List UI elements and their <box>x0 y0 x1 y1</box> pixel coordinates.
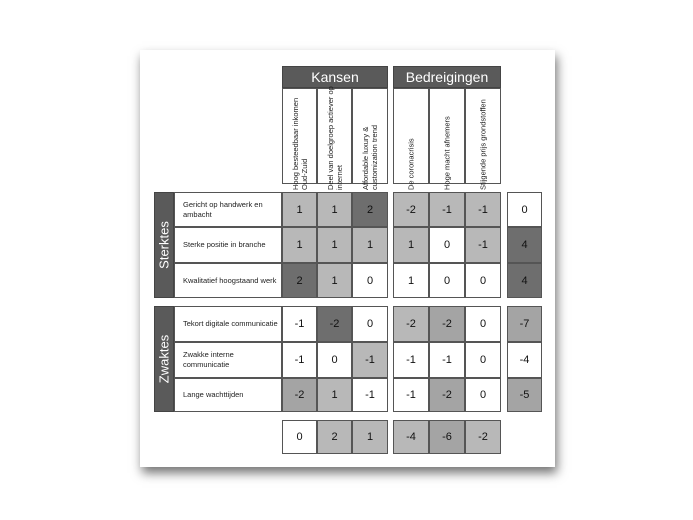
matrix-cell: -2 <box>317 306 352 342</box>
row-label <box>174 227 282 263</box>
zwaktes-tab-label: Zwaktes <box>156 334 172 384</box>
row-total-cell: 0 <box>507 192 542 227</box>
matrix-cell: -2 <box>429 306 465 342</box>
column-header-label: De coronacrisis <box>406 138 416 190</box>
matrix-cell: 1 <box>393 227 429 263</box>
column-header-label: Deel van doelgroep actiever op internet <box>325 86 344 190</box>
matrix-cell: -2 <box>429 378 465 412</box>
matrix-cell: -1 <box>429 192 465 227</box>
matrix-cell: 0 <box>429 227 465 263</box>
matrix-cell: 1 <box>317 192 352 227</box>
matrix-cell: 1 <box>282 227 317 263</box>
column-total-cell: -2 <box>465 420 501 454</box>
column-header-label: Affordable luxury & customization trend <box>361 124 379 190</box>
matrix-cell: -2 <box>282 378 317 412</box>
row-total-cell: 4 <box>507 263 542 298</box>
row-label-text: Kwalitatief hoogstaand werk <box>183 275 277 285</box>
column-total-cell: 2 <box>317 420 352 454</box>
row-total-cell: -5 <box>507 378 542 412</box>
matrix-cell: 2 <box>282 263 317 298</box>
row-total-cell: 4 <box>507 227 542 263</box>
sterktes-tab <box>154 192 174 298</box>
row-label-text: Tekort digitale communicatie <box>183 319 278 328</box>
matrix-cell: 0 <box>465 342 501 378</box>
column-total-cell: -4 <box>393 420 429 454</box>
column-header <box>429 88 465 190</box>
matrix-cell: 0 <box>465 378 501 412</box>
row-label <box>174 263 282 298</box>
matrix-cell: 1 <box>393 263 429 298</box>
column-header-label: Hoog besteedbaar inkomen Oud-Zuid <box>290 97 309 190</box>
column-total-cell: 0 <box>282 420 317 454</box>
sterktes-tab-label: Sterktes <box>156 221 172 269</box>
matrix-cell: -1 <box>465 227 501 263</box>
row-label <box>174 342 282 378</box>
matrix-cell: 0 <box>465 306 501 342</box>
matrix-cell: 1 <box>317 263 352 298</box>
matrix-cell: -1 <box>282 342 317 378</box>
column-header <box>393 88 429 190</box>
matrix-cell: -2 <box>393 306 429 342</box>
column-header <box>352 88 388 190</box>
column-header-label: Hoge macht afnemers <box>442 116 452 190</box>
matrix-cell: -1 <box>429 342 465 378</box>
matrix-cell: 0 <box>429 263 465 298</box>
matrix-cell: -1 <box>352 342 388 378</box>
row-label-text: Gericht op handwerk en ambacht <box>183 199 263 219</box>
row-total-cell: -7 <box>507 306 542 342</box>
column-header <box>282 88 317 190</box>
column-header <box>465 88 501 190</box>
zwaktes-tab <box>154 306 174 412</box>
row-label <box>174 378 282 412</box>
matrix-cell: 1 <box>282 192 317 227</box>
matrix-cell: -2 <box>393 192 429 227</box>
column-total-cell: 1 <box>352 420 388 454</box>
matrix-cell: -1 <box>465 192 501 227</box>
matrix-cell: -1 <box>393 378 429 412</box>
matrix-cell: -1 <box>282 306 317 342</box>
row-label-text: Sterke positie in branche <box>183 240 266 249</box>
matrix-cell: 0 <box>352 263 388 298</box>
matrix-cell: 1 <box>317 378 352 412</box>
bedreigingen-header-label: Bedreigingen <box>405 69 489 85</box>
row-total-cell: -4 <box>507 342 542 378</box>
column-header-label: Stijgende prijs grondstoffen <box>478 99 488 190</box>
matrix-cell: 0 <box>352 306 388 342</box>
confrontation-matrix-card <box>140 50 555 467</box>
kansen-header-label: Kansen <box>311 69 359 85</box>
matrix-cell: -1 <box>352 378 388 412</box>
row-label <box>174 192 282 227</box>
matrix-cell: 1 <box>352 227 388 263</box>
matrix-cell: 0 <box>465 263 501 298</box>
matrix-cell: 1 <box>317 227 352 263</box>
row-label <box>174 306 282 342</box>
row-label-text: Lange wachttijden <box>183 390 244 399</box>
matrix-cell: 0 <box>317 342 352 378</box>
column-total-cell: -6 <box>429 420 465 454</box>
matrix-cell: 2 <box>352 192 388 227</box>
matrix-cell: -1 <box>393 342 429 378</box>
column-header <box>317 86 352 190</box>
row-label-text: Zwakke interne communicatie <box>183 350 234 369</box>
